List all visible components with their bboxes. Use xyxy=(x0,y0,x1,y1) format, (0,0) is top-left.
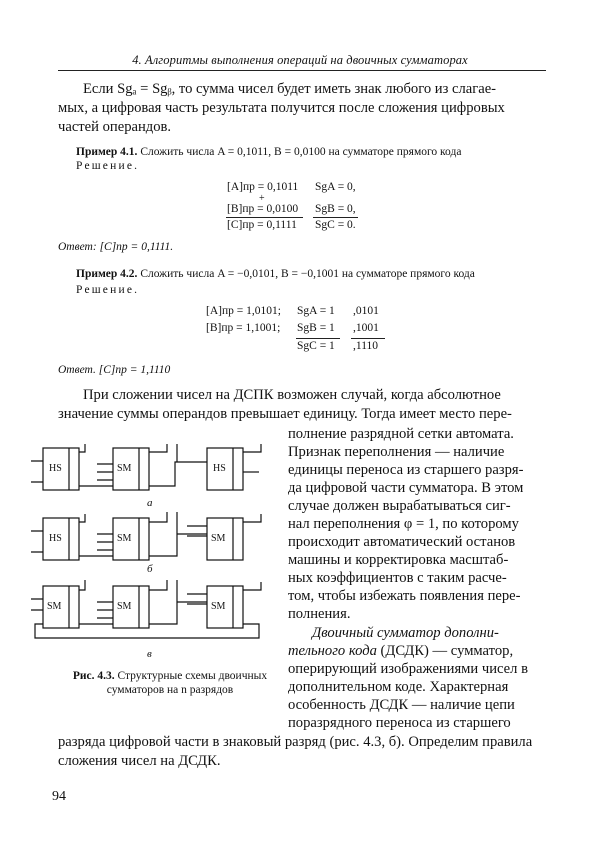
ex1-row-B-sign: SgB = 0, xyxy=(315,203,356,215)
figure-caption xyxy=(58,669,282,697)
ex2-row-A-sign: SgA = 1 xyxy=(297,305,335,317)
scheme-c xyxy=(31,580,261,638)
b-hs-label: HS xyxy=(49,533,62,544)
example-1-solution: Решение. xyxy=(76,160,140,172)
dsdk-line-1: оперирующий изображениями чисел в xyxy=(288,661,528,677)
example-1-text: Сложить числа A = 0,1011, B = 0,0100 на сумматоре прямого кода xyxy=(137,146,462,158)
ex1-row-A: [A]пр = 0,1011 xyxy=(227,181,299,193)
example-2-title xyxy=(76,267,546,281)
label-a: а xyxy=(147,497,153,509)
ex1-row-C-sign: SgC = 0. xyxy=(315,219,356,231)
dsdk-term-2: тельного кода xyxy=(288,643,377,659)
right-col-line-4: да цифровой части сумматора. В этом xyxy=(288,480,524,496)
page-number: 94 xyxy=(52,789,66,804)
dsdk-full-line-2: сложения чисел на ДСДК. xyxy=(58,753,221,769)
ex2-row-B: [B]пр = 1,1001; xyxy=(206,322,281,334)
ex2-rule-sign xyxy=(296,338,340,339)
dsdk-line-term2 xyxy=(288,642,539,660)
running-header: 4. Алгоритмы выполнения операций на двоичных сумматорах xyxy=(132,53,468,67)
dspk-line-2: значение суммы операндов превышает единицу. Тогда имеет место пере- xyxy=(58,406,512,422)
figure-caption-line-2: сумматоров на n разрядов xyxy=(106,684,234,696)
dsdk-line-4: поразрядного переноса из старшего xyxy=(288,715,511,731)
right-col-line-1: полнение разрядной сетки автомата. xyxy=(288,426,514,442)
label-c: в xyxy=(147,648,152,660)
ex1-row-A-sign: SgA = 0, xyxy=(315,181,356,193)
dsdk-line-term xyxy=(312,624,539,642)
example-1-answer: Ответ: [C]пр = 0,1111. xyxy=(58,241,174,253)
intro-line-3: частей операндов. xyxy=(58,119,172,135)
c-sm-label-3: SM xyxy=(211,601,226,612)
a-sm-label: SM xyxy=(117,463,132,474)
b-sm-label-1: SM xyxy=(117,533,132,544)
figure-caption-text: Структурные схемы двоичных xyxy=(114,670,268,682)
dsdk-line-2: дополнительном коде. Характерная xyxy=(288,679,509,695)
ex2-row-A: [A]пр = 1,0101; xyxy=(206,305,281,317)
ex1-sum-rule-right xyxy=(313,217,358,218)
ex2-row-B-sign: SgB = 1 xyxy=(297,322,335,334)
right-col-line-11: полнения. xyxy=(288,606,351,622)
a-hs-label-2: HS xyxy=(213,463,226,474)
right-col-line-9: ных коэффициентов с таким расче- xyxy=(288,570,507,586)
dspk-line-1: При сложении чисел на ДСПК возможен случай, когда абсолютное xyxy=(83,387,501,403)
dsdk-full-line-1: разряда цифровой части в знаковый разряд (рис. 4.3, б). Определим правила xyxy=(58,734,533,750)
right-col-line-6: нал переполнения φ = 1, по которому xyxy=(288,516,519,532)
scheme-b xyxy=(31,512,261,560)
intro-line-2: мых, а цифровая часть результата получится после сложения цифровых xyxy=(58,100,505,116)
label-b: б xyxy=(147,563,153,575)
ex2-row-B-digits: ,1001 xyxy=(353,322,379,334)
example-2-text: Сложить числа A = −0,0101, B = −0,1001 на сумматоре прямого кода xyxy=(137,268,475,280)
figure-adder-schemes xyxy=(27,442,285,664)
dsdk-term-rest: (ДСДК) — сумматор, xyxy=(376,643,514,659)
right-col-line-10: том, чтобы избежать появления пере- xyxy=(288,588,521,604)
dsdk-line-3: особенность ДСДК — наличие цепи xyxy=(288,697,515,713)
scheme-a xyxy=(31,444,261,490)
figure-caption-label: Рис. 4.3. xyxy=(72,670,115,682)
a-hs-label-1: HS xyxy=(49,463,62,474)
right-col-line-3: единицы переноса из старшего разря- xyxy=(288,462,524,478)
ex1-sum-rule-left xyxy=(226,217,303,218)
c-sm-label-1: SM xyxy=(47,601,62,612)
ex1-row-B: [B]пр = 0,0100 xyxy=(227,203,299,215)
example-1-label: Пример 4.1. xyxy=(76,146,138,158)
ex2-row-C-sign: SgC = 1 xyxy=(297,340,335,352)
example-1-title xyxy=(76,145,546,159)
example-2-solution: Решение. xyxy=(76,284,140,296)
header-rule xyxy=(58,70,546,71)
b-sm-label-2: SM xyxy=(211,533,226,544)
example-2-answer: Ответ. [C]пр = 1,1110 xyxy=(58,364,171,376)
ex2-rule-digits xyxy=(351,338,385,339)
right-col-line-5: случае должен вырабатываться сиг- xyxy=(288,498,511,514)
ex2-row-A-digits: ,0101 xyxy=(353,305,379,317)
ex2-row-C-digits: ,1110 xyxy=(353,340,379,352)
example-2-label: Пример 4.2. xyxy=(76,268,138,280)
c-sm-label-2: SM xyxy=(117,601,132,612)
intro-line-1: Если Sgₐ = Sgᵦ, то сумма чисел будет иметь знак любого из слагае- xyxy=(83,81,497,97)
ex1-row-C: [C]пр = 0,1111 xyxy=(227,219,297,231)
right-col-line-7: происходит автоматический останов xyxy=(288,534,516,550)
right-col-line-2: Признак переполнения — наличие xyxy=(288,444,505,460)
dsdk-term: Двоичный сумматор дополни- xyxy=(312,625,499,641)
ex1-plus: + xyxy=(259,193,265,204)
right-col-line-8: машины и корректировка масштаб- xyxy=(288,552,509,568)
